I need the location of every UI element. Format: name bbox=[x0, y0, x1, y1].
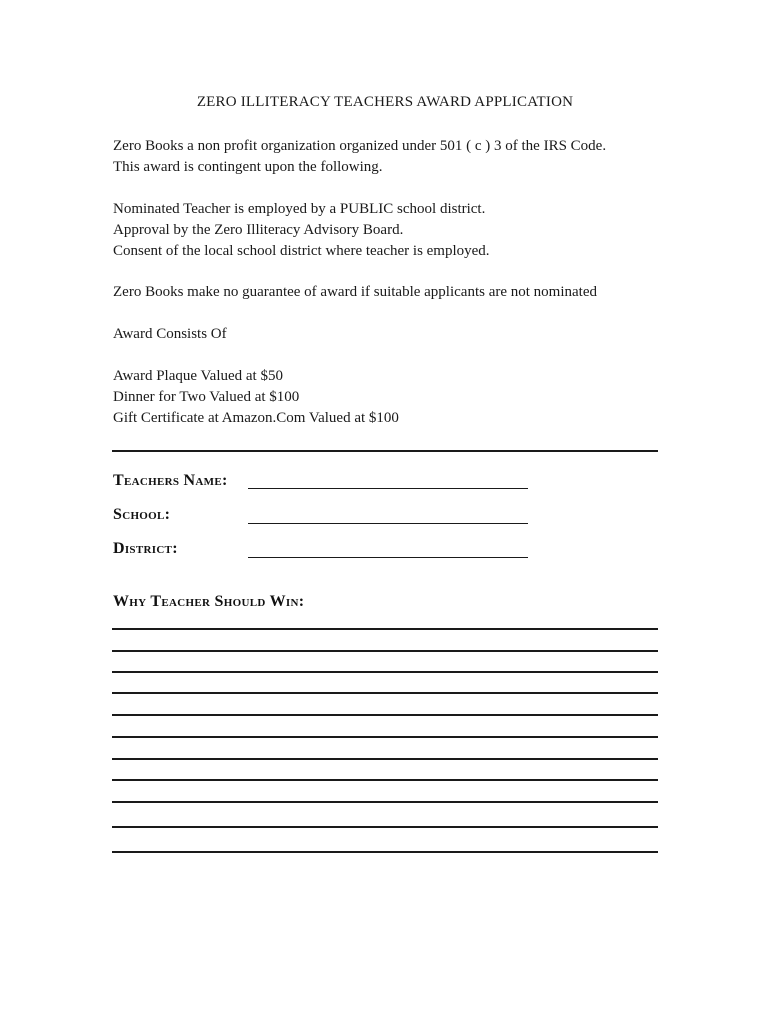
why-answer-line[interactable] bbox=[112, 714, 658, 716]
intro-paragraph bbox=[113, 136, 673, 178]
school-field[interactable] bbox=[248, 523, 528, 524]
award-item: Gift Certificate at Amazon.Com Valued at $100 bbox=[113, 410, 399, 426]
disclaimer-line: Zero Books make no guarantee of award if suitable applicants are not nominated bbox=[113, 284, 597, 300]
why-answer-line[interactable] bbox=[112, 758, 658, 760]
intro-line-2: This award is contingent upon the following. bbox=[113, 159, 383, 175]
teacher-name-label: Teachers Name: bbox=[113, 472, 228, 489]
condition-item: Approval by the Zero Illiteracy Advisory Board. bbox=[113, 222, 404, 238]
teacher-name-field[interactable] bbox=[248, 488, 528, 489]
condition-item: Nominated Teacher is employed by a PUBLIC school district. bbox=[113, 201, 486, 217]
why-answer-line[interactable] bbox=[112, 851, 658, 853]
section-divider bbox=[112, 450, 658, 452]
award-heading bbox=[113, 324, 673, 345]
award-item: Dinner for Two Valued at $100 bbox=[113, 389, 300, 405]
award-items-list bbox=[113, 366, 673, 429]
why-answer-line[interactable] bbox=[112, 826, 658, 828]
condition-item: Consent of the local school district where teacher is employed. bbox=[113, 243, 490, 259]
why-answer-line[interactable] bbox=[112, 736, 658, 738]
why-answer-line[interactable] bbox=[112, 650, 658, 652]
document-title: ZERO ILLITERACY TEACHERS AWARD APPLICATION bbox=[196, 94, 574, 110]
award-heading-text: Award Consists Of bbox=[113, 326, 227, 342]
intro-line-1: Zero Books a non profit organization organized under 501 ( c ) 3 of the IRS Code. bbox=[113, 138, 607, 154]
why-teacher-label: Why Teacher Should Win: bbox=[113, 593, 305, 610]
district-label: District: bbox=[113, 540, 178, 557]
why-answer-line[interactable] bbox=[112, 692, 658, 694]
disclaimer-text bbox=[113, 282, 673, 303]
why-answer-line[interactable] bbox=[112, 779, 658, 781]
why-answer-line[interactable] bbox=[112, 801, 658, 803]
school-label: School: bbox=[113, 506, 171, 523]
award-item: Award Plaque Valued at $50 bbox=[113, 368, 283, 384]
conditions-list bbox=[113, 199, 673, 262]
why-answer-line[interactable] bbox=[112, 628, 658, 630]
why-answer-line[interactable] bbox=[112, 671, 658, 673]
district-field[interactable] bbox=[248, 557, 528, 558]
